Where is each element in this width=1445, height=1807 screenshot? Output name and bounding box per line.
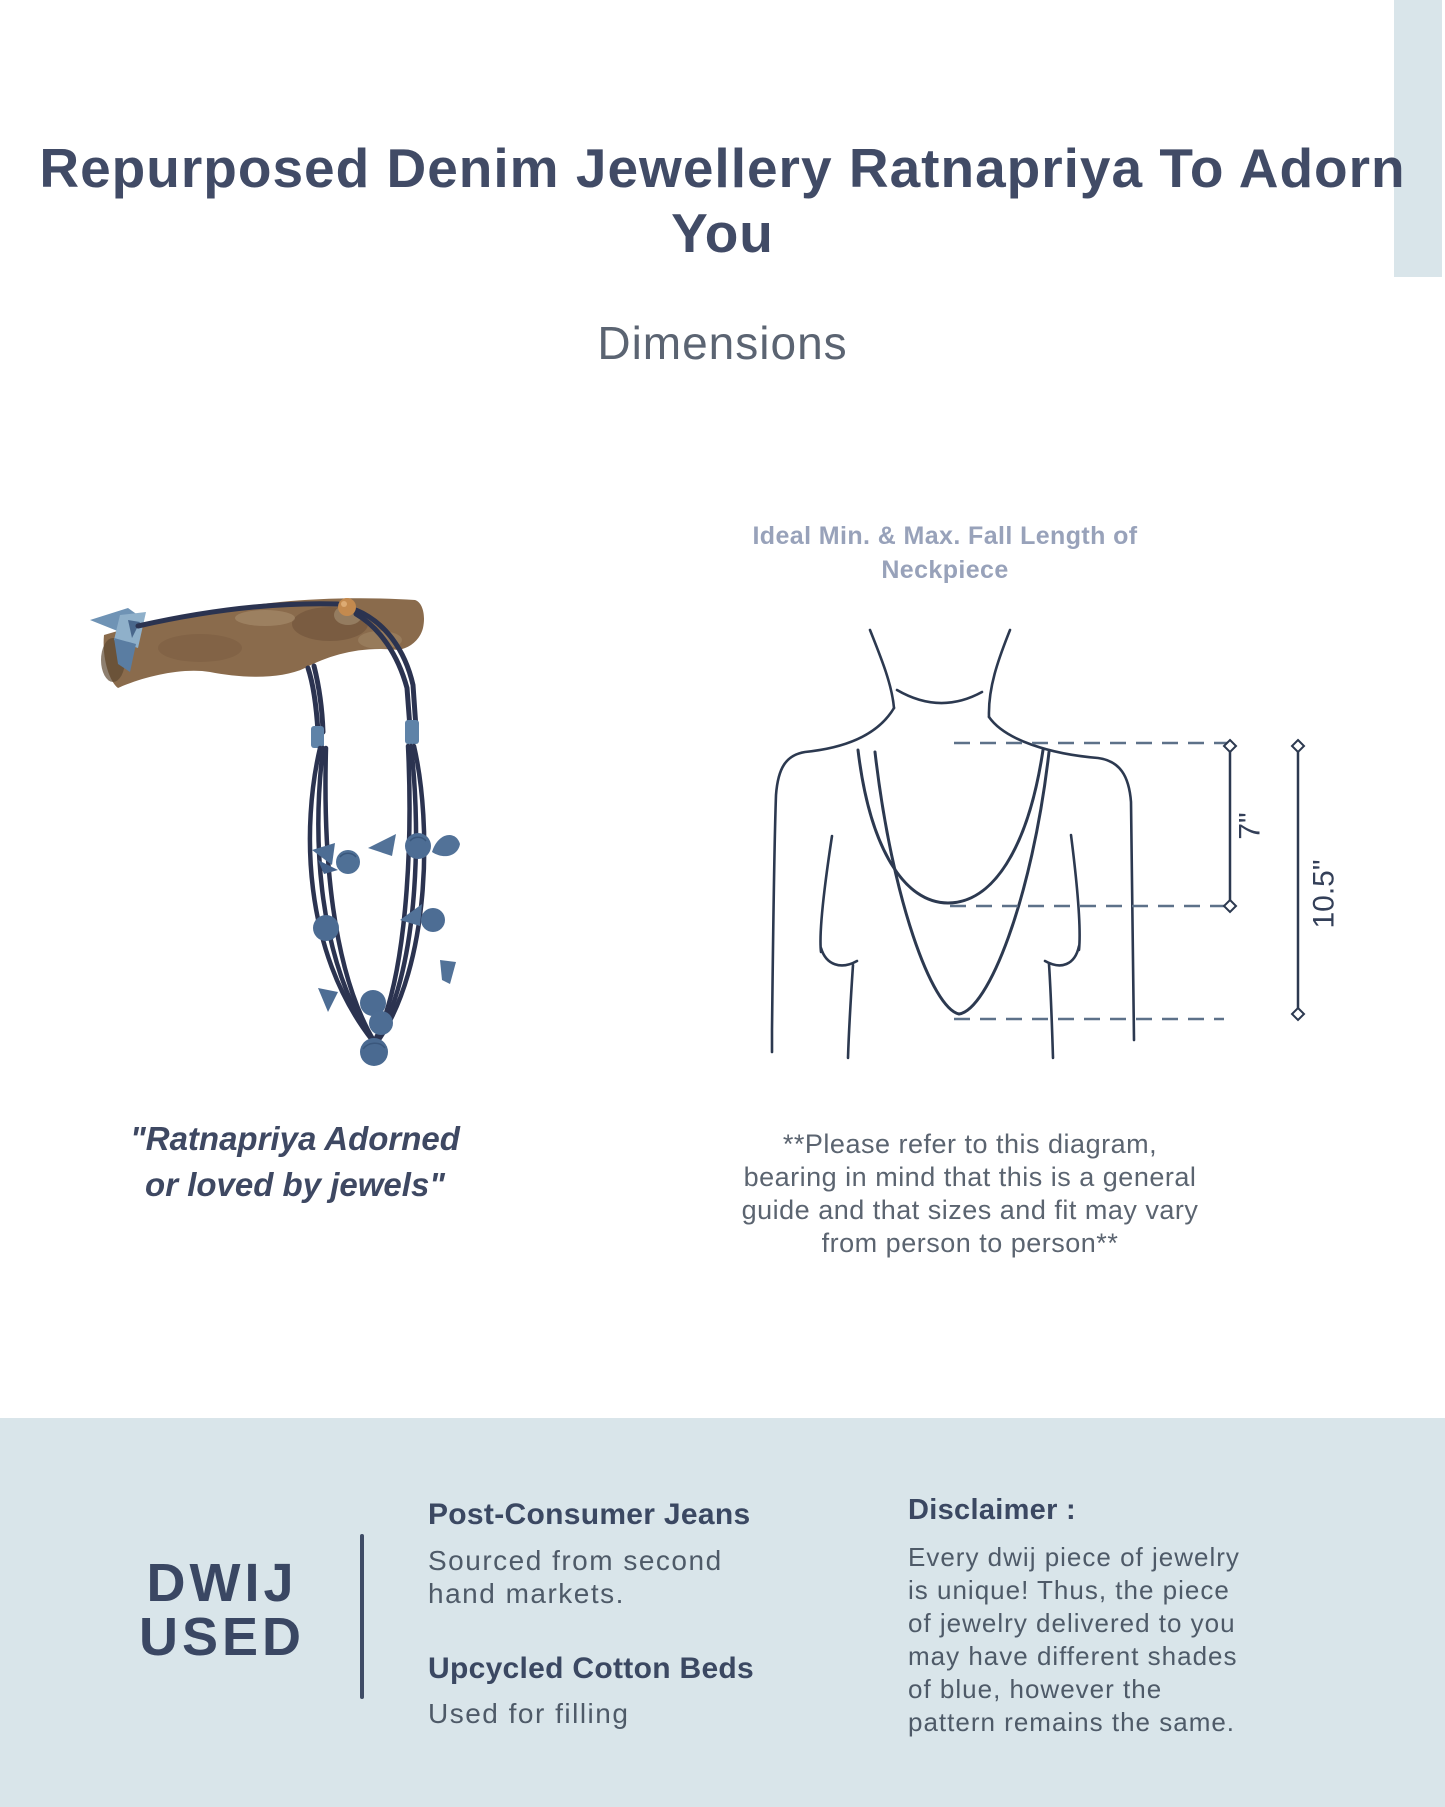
product-quote — [65, 1116, 525, 1208]
material-1-desc-line1: Sourced from second — [428, 1545, 723, 1576]
wooden-bead-highlight — [341, 601, 347, 607]
material-1-desc-line2: hand markets. — [428, 1578, 625, 1609]
diagram-note-line4: from person to person** — [821, 1228, 1119, 1258]
measurement-lines — [1230, 748, 1298, 1010]
diagram-note — [720, 1128, 1220, 1260]
disclaimer-line5: of blue, however the — [908, 1674, 1163, 1704]
measurement-end-diamonds — [1224, 740, 1304, 1020]
diagram-heading-line1: Ideal Min. & Max. Fall — [752, 522, 1013, 550]
max-fall-measurement-label: 10.5" — [1307, 859, 1341, 929]
neckpiece-fall-diagram — [620, 590, 1360, 1110]
material-2-desc-line1: Used for filling — [428, 1698, 630, 1729]
neckpiece-max-curve — [875, 752, 1049, 1014]
product-photo-necklace-on-branch — [80, 560, 520, 1100]
disclaimer-title: Disclaimer : — [908, 1494, 1077, 1526]
diagram-heading-line2: Length of Neckpiece — [881, 522, 1138, 584]
torso-outline — [772, 630, 1134, 1058]
disclaimer-line3: of jewelry delivered to you — [908, 1608, 1236, 1638]
disclaimer-line6: pattern remains the same. — [908, 1707, 1236, 1737]
denim-wrap-right — [405, 720, 419, 744]
diagram-note-line3: guide and that sizes and fit may vary — [741, 1195, 1199, 1225]
material-2-description — [428, 1697, 629, 1730]
wooden-bead — [338, 598, 356, 616]
material-1-name: Post-Consumer Jeans — [428, 1498, 751, 1531]
diagram-note-line1: **Please refer to this diagram, — [782, 1129, 1158, 1159]
page-subtitle: Dimensions — [597, 317, 848, 369]
brand-heading — [96, 1553, 348, 1667]
neckpiece-curves — [858, 750, 1049, 1014]
page-title — [0, 136, 1445, 266]
page-title-line1: Repurposed Denim Jewellery — [39, 137, 833, 199]
disclaimer-line2: is unique! Thus, the piece — [908, 1575, 1230, 1605]
disclaimer-line1: Every dwij piece of jewelry — [908, 1542, 1240, 1572]
page-title-line2: Ratnapriya To Adorn You — [671, 137, 1406, 264]
product-quote-line1: "Ratnapriya Adorned — [130, 1120, 460, 1157]
brand-heading-line1: DWIJ — [146, 1553, 298, 1613]
min-fall-measurement-label: 7" — [1233, 812, 1267, 840]
branch-illustration — [101, 598, 424, 688]
material-2-name: Upcycled Cotton Beds — [428, 1652, 755, 1685]
denim-wrap-left — [311, 726, 324, 748]
disclaimer-text — [908, 1541, 1288, 1739]
disclaimer-line4: may have different shades — [908, 1641, 1238, 1671]
diagram-heading — [695, 519, 1195, 587]
material-1-description — [428, 1544, 723, 1610]
brand-heading-line2: USED — [138, 1607, 306, 1667]
vertical-divider — [360, 1534, 364, 1699]
diagram-note-line2: bearing in mind that this is a general — [743, 1162, 1197, 1192]
product-quote-line2: or loved by jewels" — [145, 1166, 445, 1203]
